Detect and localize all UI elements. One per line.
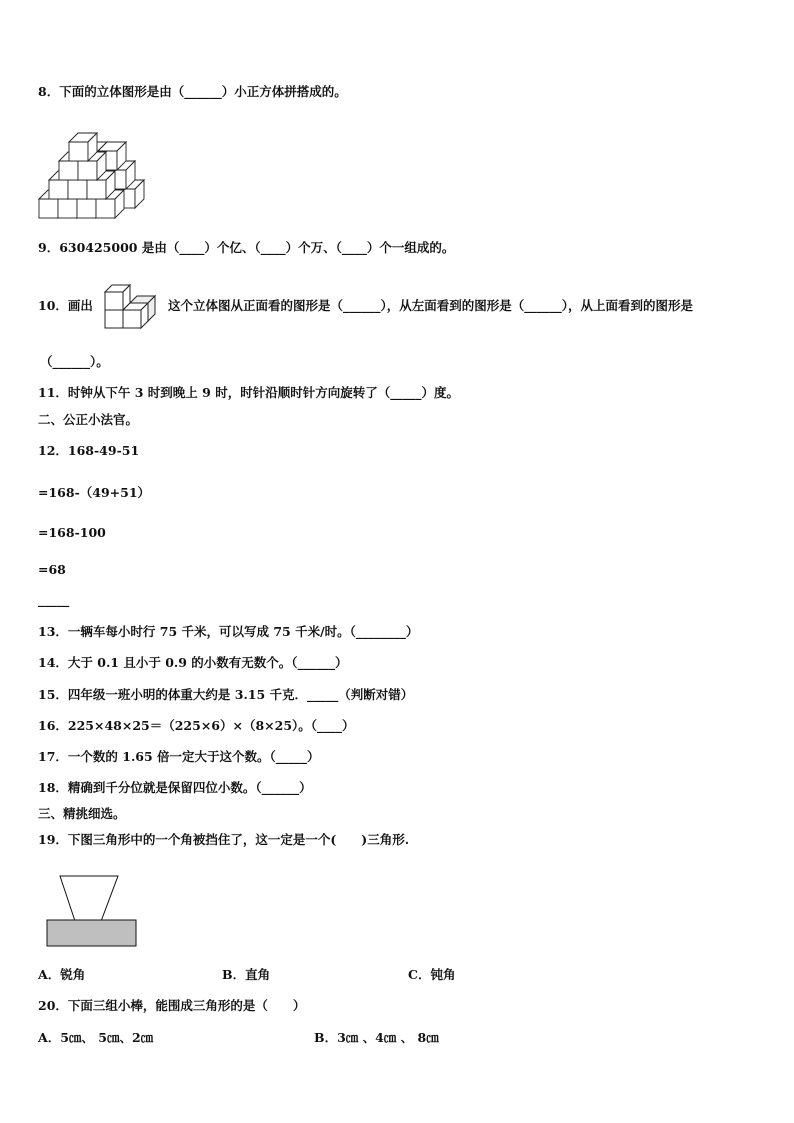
section-3-heading: 三、精挑细选。 xyxy=(38,806,126,821)
question-10-start: 10．画出 xyxy=(38,298,93,313)
question-17: 17．一个数的 1.65 倍一定大于这个数。（_____） xyxy=(38,749,320,764)
question-19-option-a[interactable]: A．锐角 xyxy=(38,967,86,982)
question-9: 9．630425000 是由（____）个亿、（____）个万、（____）个一组成的。 xyxy=(38,240,455,255)
cube-staircase-figure xyxy=(38,122,158,220)
cube-structure-figure xyxy=(102,280,158,334)
question-12-step-3: =68 xyxy=(38,562,66,577)
question-18: 18．精确到千分位就是保留四位小数。（______） xyxy=(38,780,312,795)
section-2-heading: 二、公正小法官。 xyxy=(38,412,139,427)
question-12-step-2: =168-100 xyxy=(38,525,106,540)
question-8: 8．下面的立体图形是由（______）小正方体拼搭成的。 xyxy=(38,84,347,99)
question-12-answer-blank: _____ xyxy=(38,592,70,607)
question-10-end: （______）。 xyxy=(40,354,109,369)
question-20-option-b[interactable]: B．3㎝ 、4㎝ 、 8㎝ xyxy=(314,1030,439,1045)
question-19: 19．下图三角形中的一个角被挡住了，这一定是一个( )三角形. xyxy=(38,832,410,847)
question-10-text: 这个立体图从正面看的图形是（______），从左面看到的图形是（______），从上面看到的图形是 xyxy=(168,298,694,313)
question-16: 16．225×48×25＝（225×6）×（8×25）。（____） xyxy=(38,718,355,733)
question-12: 12．168-49-51 xyxy=(38,443,140,458)
question-19-option-c[interactable]: C．钝角 xyxy=(408,967,456,982)
question-20-option-a[interactable]: A．5㎝、 5㎝、2㎝ xyxy=(38,1030,154,1045)
question-20: 20．下面三组小棒，能围成三角形的是（ ） xyxy=(38,998,306,1013)
question-11: 11．时钟从下午 3 时到晚上 9 时，时针沿顺时针方向旋转了（_____）度。 xyxy=(38,385,459,400)
question-15: 15．四年级一班小明的体重大约是 3.15 千克．_____（判断对错） xyxy=(38,687,414,702)
cube xyxy=(69,133,97,161)
question-14: 14．大于 0.1 且小于 0.9 的小数有无数个。（______） xyxy=(38,655,348,670)
question-19-option-b[interactable]: B．直角 xyxy=(222,967,271,982)
covered-triangle-figure xyxy=(44,872,140,950)
question-13: 13．一辆车每小时行 75 千米，可以写成 75 千米/时。（________） xyxy=(38,624,419,639)
question-12-step-1: =168-（49+51） xyxy=(38,485,151,500)
